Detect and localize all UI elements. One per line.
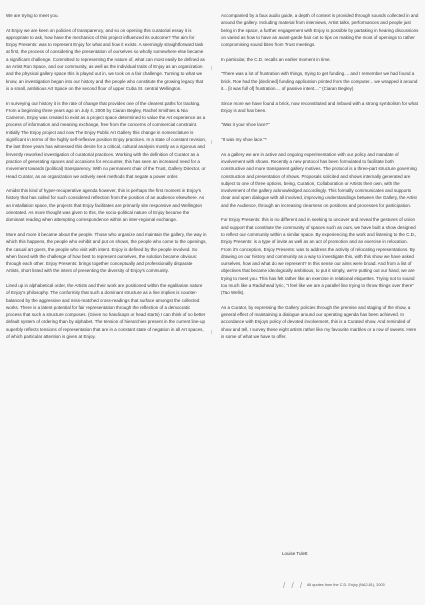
footer-quote-note: All quotes from the C.D. Enjoy (NA2.81), 2003	[307, 583, 385, 587]
paragraph: As a Curator, by expressing the Gallery policies through the premise and staging of the show, a general effect of maintaining a dialogue around our operating agenda has been achieved. In accordance with Enjoys policy of devoted involvement, this is a Curated show. And reminded of show and tell, I survey these eight artists rather like my favourite marbles or a row of sweets. Here is some of what we have to offer.	[221, 304, 417, 340]
column-divider-mark	[211, 66, 212, 70]
paragraph: For Enjoy Presents: this is no different and in seeking to uncover and reveal the gestures of union and support that constitute the community of spaces such as ours, we have built a show designed to reflect our community within a similar space. By experiencing the work and listening to the C.D., Enjoy Presents: is a type of invite as well as an act of promotion and an exercise in relocation. From it's conception, Enjoy Presents: was to address the activity of relocating representations. By drawing on our history and community as a way to investigate this, with this show we have asked ourselves, how and what do we represent? In this sense our aims were broad. And from a list of objectives that became ideologically ambitious, to put it simply, we're putting out our hand, we are trying to meet you. This has felt rather like an exercise in relational etiquettes. Trying not to sound too much like a Radiohead lyric, "I feel like we are a parallel line trying to throw things over there" (Tao Wells).	[221, 217, 417, 296]
footer-slash-marks: / / /	[283, 581, 305, 590]
paragraph: Since more we have found a brick, now reconstituted and imbued with a strong symbolism for what Enjoy is and has been.	[221, 100, 418, 113]
essay-right-column	[221, 12, 419, 348]
paragraph: Accompanied by a faux audio guide, a depth of context is provided through sounds collected in and around the gallery. Including material from interviews, Artist talks, performances and people just being in the space, a further engagement with Enjoy is possible by partaking in hearing discussions on varied as how to have an avant-garde hair cut to tips on making the most of openings to rather compromising sound bites from Trust meetings.	[221, 13, 419, 48]
paragraph: "There was a lot of frustration with things, trying to get funding.... and I remember we had found a brick. Roe had the [declined] funding application printed from the computer... we wrapped it around it... [it was full of] frustration.... of passive intent...." (Ciaran Begley)	[221, 71, 418, 91]
paragraph: In surveying our history it is the rate of change that provides one of the clearest paths for tracking. From a beginning three years ago on July 4, 2000 by Ciaran Begley, Rachel Smithies & Nia Cameron, Enjoy was created to exist as a project space determined to value the Art experience as a process of information and meaning exchange, free from the concerns of commercial constraint. Initially The Enjoy project and now The Enjoy Public Art Gallery this change in nomenclature is significant in terms of the highly self-reflexive position Enjoy practices. In a state of constant revision, the last three years has witnessed this desire for a critical, cultural analysis mostly as a rigorous and fervently reworked investigation of curatorial practices. Working with the definition of Curator as a practice of generating spaces and occasions for encounter, this has seen an increased need for a movement towards (political) transparency. With no permanent chair of the Trust, Gallery Director, or Head Curator, as an organization we actively seek methods that negate a power order.	[6, 100, 207, 179]
paragraph: At Enjoy we are keen on policies of transparency, and so on opening this curatorial essay it is appropriate to ask, how have the mechanics of this project influenced its outcome? The aim for Enjoy Presents: was to represent Enjoy for what and how it exists. A seemingly straightforward task at first, the process of considering the presentation of ourselves so wholly somewhere else became a significant challenge. Committed to representing the nature of, what can most easily be defined as an Artist Run Space, and our community, as well as the individual traits of Enjoy as an organization and the physical gallery space this is played out in, we took on a fair challenge. Turning to what we know, an investigation began into our history and the people who constitute the growing legacy that is a small, ambitious Art Space on the second floor of upper Cuba St. central Wellington.	[6, 27, 205, 91]
paragraph: "It was my shoe lace."*	[221, 137, 267, 143]
paragraph: In particular, the C.D. recalls an earlier moment in time.	[221, 56, 331, 62]
paragraph: Amidst this kind of hyper-recuperative agenda however, this is perhaps the first moment in Enjoy's history that has called for such considered reflection from the position of an audience elsewhere. As an installation space, the projects that Enjoy facilitates are primarily site responsive and Wellington orientated. As more thought was given to this, the socio-political nature of Enjoy became the dominant reading when attempting correspondence within an inter-regional exchange.	[6, 188, 205, 223]
paragraph: Lined up in alphabetical order, the Artists and their work are positioned within the egalitarian nature of Enjoy's philosophy. The conformity that such a dominant structure as a line implies is counter-balanced by the aggressive and miss-matched cross-readings that surface amongst the collected works. There is a latent potential for fair representation through the reflection of a democratic process that such a structure composes. (Given no handicaps or head starts) I can think of no better default system of ordering than by alphabet. The tension of hierarchies present in the current line-up superbly reflects tensions of representation that are in a constant state of negation in all Art spaces, of which particular attention is given at Enjoy.	[6, 282, 206, 340]
paragraph: More and more it became about the people. Those who organize and maintain the gallery, the way in which this happens, the people who exhibit and put on shows, the people who come to the openings, the casual art goers, the people who visit with intent. Enjoy is defined by the people involved. So when faced with the challenge of how best to represent ourselves, the solution became obvious: through each other. Enjoy Presents: brings together conceptually and professionally disparate Artists, short listed with the intent of presenting the diversity of Enjoy's community.	[6, 231, 207, 274]
author-signature: Louise Tulett	[282, 551, 308, 556]
column-divider-mark	[211, 330, 212, 334]
essay-left-column	[6, 12, 207, 348]
paragraph: "Was it your shoe lace?"	[221, 122, 270, 128]
greeting: We are trying to meet you.	[6, 13, 59, 18]
column-divider-mark	[211, 140, 212, 144]
paragraph: As a gallery we are in active and ongoing experimentation with our policy and mandate of involvement with shows. Recently a new protocol has been formulated to facilitate both constructive and more transparent gallery motives. The protocol is a three-part structure governing construction and presentation of shows. Proposals solicited and shows internally generated are subject to one of three options, being, Curation, Collaboration or Artists their own, with the involvement of the gallery acknowledged accordingly. This formally communicates and supports clear and open dialogue with all involved, improving understandings between the Gallery, the Artist and the Audience, through an increasing clearness on positions and processes for participation.	[221, 151, 417, 208]
